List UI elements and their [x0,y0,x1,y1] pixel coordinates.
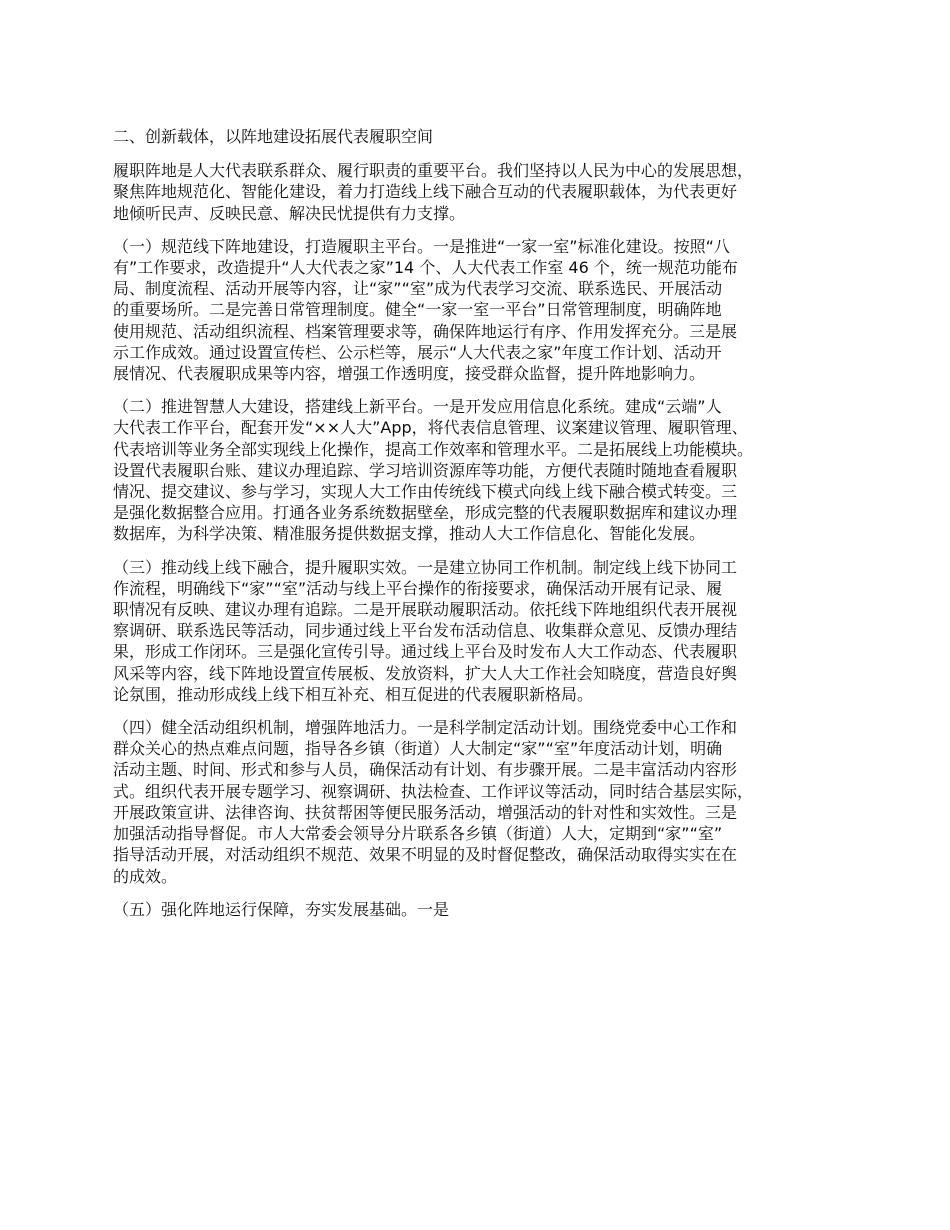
text-line: 指导活动开展，对活动组织不规范、效果不明显的及时督促整改，确保活动取得实实在在 [113,845,738,865]
text-line: 式。组织代表开展专题学习、视察调研、执法检查、工作评议等活动，同时结合基层实际， [113,781,754,801]
text-line: 局、制度流程、活动开展等内容，让“家”“室”成为代表学习交流、联系选民、开展活动 [113,279,723,299]
text-line: 作流程，明确线下“家”“室”活动与线上平台操作的衔接要求，确保活动开展有记录、履 [113,578,723,598]
text-line: （五）强化阵地运行保障，夯实发展基础。一是 [113,899,450,919]
text-line: （四）健全活动组织机制，增强阵地活力。一是科学制定活动计划。围绕党委中心工作和 [113,718,738,738]
text-line: （一）规范线下阵地建设，打造履职主平台。一是推进“一家一室”标准化建设。按照“八 [113,236,730,256]
text-line: 职情况有反映、建议办理有追踪。二是开展联动履职活动。依托线下阵地组织代表开展视 [113,600,738,620]
text-line: 活动主题、时间、形式和参与人员，确保活动有计划、有步骤开展。二是丰富活动内容形 [113,760,738,780]
text-line: （二）推进智慧人大建设，搭建线上新平台。一是开发应用信息化系统。建成“云端”人 [113,397,722,417]
paragraph-3 [113,557,858,705]
paragraph-5 [113,899,858,920]
text-line: （三）推动线上线下融合，提升履职实效。一是建立协同工作机制。制定线上线下协同工 [113,557,738,577]
text-line: 察调研、联系选民等活动，同步通过线上平台发布活动信息、收集群众意见、反馈办理结 [113,621,738,641]
text-line: 大代表工作平台，配套开发“××人大”App，将代表信息管理、议案建议管理、履职管理、 [113,418,748,438]
text-line: 数据库，为科学决策、精准服务提供数据支撑，推动人大工作信息化、智能化发展。 [113,524,706,544]
text-line: 是强化数据整合应用。打通各业务系统数据壁垒，形成完整的代表履职数据库和建议办理 [113,503,738,523]
paragraph-intro [113,160,858,224]
text-line: 有”工作要求，改造提升“人大代表之家”14 个、人大代表工作室 46 个，统一规范功能布 [113,258,738,278]
text-line: 展情况、代表履职成果等内容，增强工作透明度，接受群众监督，提升阵地影响力。 [113,364,706,384]
text-line: 的成效。 [113,866,178,886]
paragraph-4 [113,717,858,887]
paragraph-1 [113,236,858,384]
text-line: 聚焦阵地规范化、智能化建设，着力打造线上线下融合互动的代表履职载体，为代表更好 [113,182,738,202]
text-line: 的重要场所。二是完善日常管理制度。健全“一家一室一平台”日常管理制度，明确阵地 [113,300,722,320]
text-line: 设置代表履职台账、建议办理追踪、学习培训资源库等功能，方便代表随时随地查看履职 [113,460,738,480]
document-body [113,126,858,932]
text-line: 论氛围，推动形成线上线下相互补充、相互促进的代表履职新格局。 [113,684,594,704]
text-line: 使用规范、活动组织流程、档案管理要求等，确保阵地运行有序、作用发挥充分。三是展 [113,321,738,341]
text-line: 代表培训等业务全部实现线上化操作，提高工作效率和管理水平。二是拓展线上功能模块。 [113,439,754,459]
text-line: 示工作成效。通过设置宣传栏、公示栏等，展示“人大代表之家”年度工作计划、活动开 [113,342,722,362]
text-line: 履职阵地是人大代表联系群众、履行职责的重要平台。我们坚持以人民为中心的发展思想， [113,161,754,181]
text-line: 情况、提交建议、参与学习，实现人大工作由传统线下模式向线上线下融合模式转变。三 [113,482,738,502]
paragraph-2 [113,396,858,544]
text-line: 风采等内容，线下阵地设置宣传展板、发放资料，扩大人大工作社会知晓度，营造良好舆 [113,663,738,683]
section-heading: 二、创新载体，以阵地建设拓展代表履职空间 [113,127,434,146]
text-line: 加强活动指导督促。市人大常委会领导分片联系各乡镇（街道）人大，定期到“家”“室” [113,824,723,844]
text-line: 开展政策宣讲、法律咨询、扶贫帮困等便民服务活动，增强活动的针对性和实效性。三是 [113,802,738,822]
text-line: 地倾听民声、反映民意、解决民忧提供有力支撑。 [113,203,466,223]
text-line: 群众关心的热点难点问题，指导各乡镇（街道）人大制定“家”“室”年度活动计划，明确 [113,739,723,759]
text-line: 果，形成工作闭环。三是强化宣传引导。通过线上平台及时发布人大工作动态、代表履职 [113,642,738,662]
